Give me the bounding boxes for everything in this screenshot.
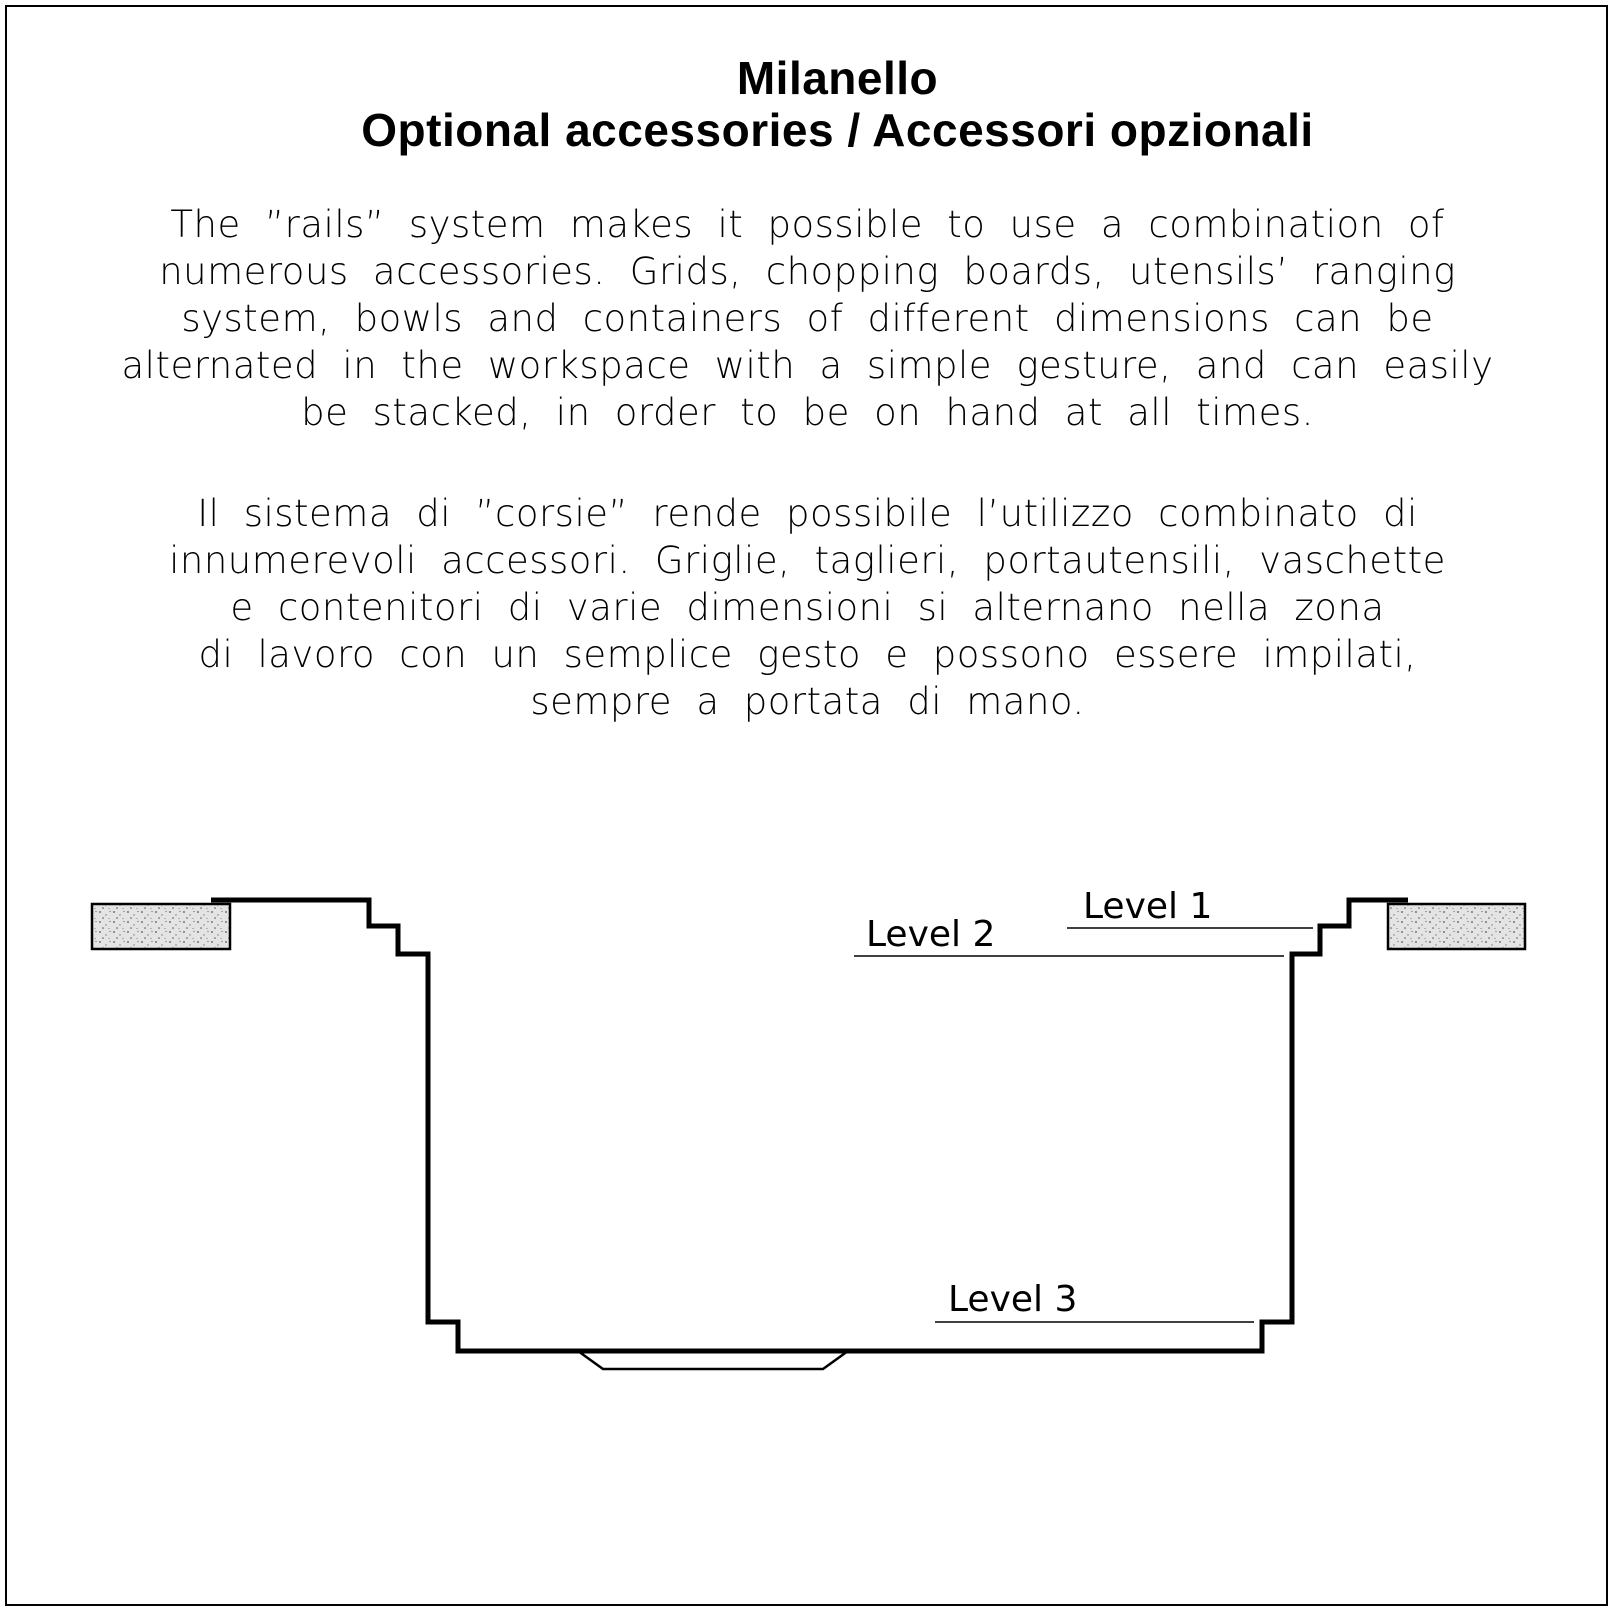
description-line: sempre a portata di mano. (530, 680, 1085, 723)
description-line: be stacked, in order to be on hand at all times. (301, 391, 1314, 434)
level-3-label: Level 3 (948, 1279, 1078, 1320)
description-line: system, bowls and containers of different dimensions can be (181, 297, 1434, 340)
description-line: innumerevoli accessori. Griglie, taglieri, portautensili, vaschette (169, 539, 1446, 582)
description-line: numerous accessories. Grids, chopping boards, utensils’ ranging (159, 250, 1456, 293)
section-title: Optional accessories / Accessori opzionali (361, 104, 1314, 156)
title-block (0, 52, 1615, 156)
level-1-label: Level 1 (1083, 886, 1213, 927)
description-line: di lavoro con un semplice gesto e possono essere impilati, (198, 633, 1417, 676)
level-2-label: Level 2 (866, 914, 996, 955)
description-english (40, 201, 1575, 436)
description-line: e contenitori di varie dimensioni si alternano nella zona (230, 586, 1385, 629)
description-line: The ”rails” system makes it possible to use a combination of (170, 203, 1445, 246)
product-title: Milanello (736, 52, 939, 104)
description-line: alternated in the workspace with a simple gesture, and can easily (121, 344, 1494, 387)
description-line: Il sistema di ”corsie” rende possibile l’utilizzo combinato di (197, 492, 1418, 535)
description-italian (40, 490, 1575, 725)
